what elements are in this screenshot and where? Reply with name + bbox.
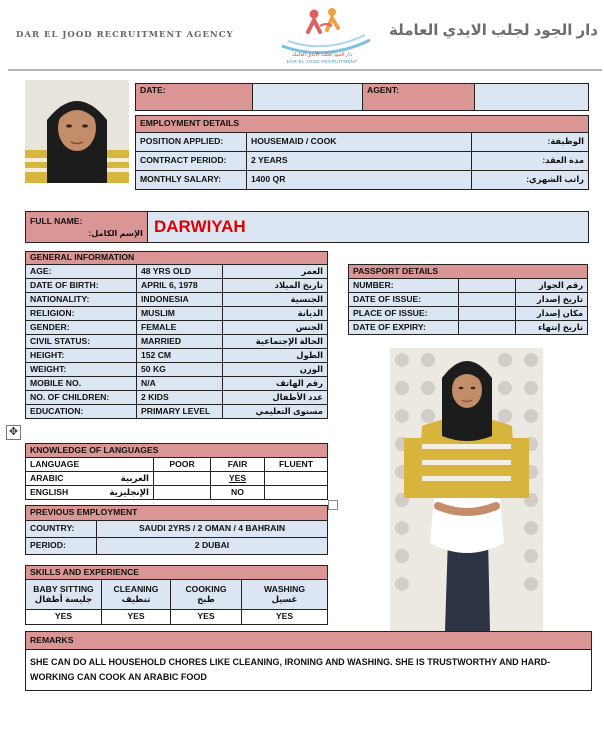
country-label: COUNTRY:	[26, 521, 97, 538]
expiry-date-value	[459, 321, 516, 335]
gender-label-ar: الجنس	[223, 321, 328, 335]
arabic-fluent	[265, 472, 328, 486]
skill-baby-sitting-en: BABY SITTING	[33, 584, 94, 595]
resize-handle-icon[interactable]	[328, 500, 338, 510]
height-value: 152 CM	[137, 349, 223, 363]
education-label: EDUCATION:	[26, 405, 137, 419]
dob-label: DATE OF BIRTH:	[26, 279, 137, 293]
country-value: SAUDI 2YRS / 2 OMAN / 4 BAHRAIN	[97, 521, 328, 538]
period-value: 2 DUBAI	[97, 538, 328, 555]
full-name-table	[25, 211, 589, 243]
date-value	[253, 84, 363, 111]
poor-col-header: POOR	[154, 458, 211, 472]
skills-title: SKILLS AND EXPERIENCE	[26, 566, 328, 580]
english-fair: NO	[211, 486, 265, 500]
nationality-value: INDONESIA	[137, 293, 223, 307]
remarks-table	[25, 631, 592, 691]
agent-value	[475, 84, 589, 111]
full-name-label-ar: الإسم الكامل:	[88, 228, 143, 238]
dob-label-ar: تاريخ الميلاد	[223, 279, 328, 293]
issue-place-value	[459, 307, 516, 321]
height-label-ar: الطول	[223, 349, 328, 363]
mobile-label: MOBILE NO.	[26, 377, 137, 391]
issue-date-value	[459, 293, 516, 307]
languages-table	[25, 443, 328, 500]
full-name-value: DARWIYAH	[148, 212, 589, 243]
contract-label: CONTRACT PERIOD:	[136, 152, 247, 171]
issue-place-label: PLACE OF ISSUE:	[349, 307, 459, 321]
passport-number-label-ar: رقم الجواز	[516, 279, 588, 293]
applicant-full-photo	[390, 348, 543, 631]
passport-table	[348, 264, 588, 335]
age-label-ar: العمر	[223, 265, 328, 279]
date-agent-table	[135, 83, 589, 111]
skill-washing	[242, 580, 328, 610]
skill-washing-en: WASHING	[263, 584, 306, 595]
issue-date-label: DATE OF ISSUE:	[349, 293, 459, 307]
english-fluent	[265, 486, 328, 500]
agent-label: AGENT:	[363, 84, 475, 111]
employment-title: EMPLOYMENT DETAILS	[136, 116, 589, 133]
skill-cooking-en: COOKING	[185, 584, 227, 595]
full-name-label-cell	[26, 212, 148, 243]
passport-number-label: NUMBER:	[349, 279, 459, 293]
logo-subtitle-en: DAR EL JOOD RECRUITMENT	[286, 59, 358, 64]
dob-value: APRIL 6, 1978	[137, 279, 223, 293]
civil-status-label: CIVIL STATUS:	[26, 335, 137, 349]
skill-baby-sitting	[26, 580, 102, 610]
skill-cleaning-value: YES	[102, 610, 171, 625]
mobile-label-ar: رقم الهاتف	[223, 377, 328, 391]
weight-value: 50 KG	[137, 363, 223, 377]
nationality-label-ar: الجنسية	[223, 293, 328, 307]
position-label: POSITION APPLIED:	[136, 133, 247, 152]
skill-cleaning-ar: تنظيف	[121, 593, 151, 604]
religion-value: MUSLIM	[137, 307, 223, 321]
religion-label-ar: الديانة	[223, 307, 328, 321]
applicant-portrait	[25, 80, 129, 183]
age-label: AGE:	[26, 265, 137, 279]
english-poor	[154, 486, 211, 500]
general-info-title: GENERAL INFORMATION	[26, 252, 328, 265]
passport-title: PASSPORT DETAILS	[349, 265, 588, 279]
height-label: HEIGHT:	[26, 349, 137, 363]
remarks-text: SHE CAN DO ALL HOUSEHOLD CHORES LIKE CLEANING, IRONING AND WASHING. SHE IS TRUSTWORTHY AND HARD-WORKING CAN COOK AN ARABIC FOOD	[26, 650, 592, 691]
language-english-ar: الإنجليزية	[109, 486, 149, 497]
move-handle-icon[interactable]: ✥	[6, 425, 21, 440]
language-english-cell	[26, 486, 154, 500]
salary-value: 1400 QR	[247, 171, 472, 190]
logo-subtitle-ar: دار الجود لجلب الأيدي العاملة	[292, 52, 352, 58]
education-label-ar: مستوى التعليمي	[223, 405, 328, 419]
skill-cooking-value: YES	[171, 610, 242, 625]
period-label: PERIOD:	[26, 538, 97, 555]
agency-name-en: DAR EL JOOD RECRUITMENT AGENCY	[16, 30, 234, 40]
children-label: NO. OF CHILDREN:	[26, 391, 137, 405]
previous-employment-title: PREVIOUS EMPLOYMENT	[26, 506, 328, 521]
age-value: 48 YRS OLD	[137, 265, 223, 279]
skill-cleaning	[102, 580, 171, 610]
general-info-table	[25, 251, 328, 419]
skill-cleaning-en: CLEANING	[113, 584, 159, 595]
skill-cooking-ar: طبخ	[197, 593, 215, 604]
mobile-value: N/A	[137, 377, 223, 391]
civil-status-label-ar: الحالة الإجتماعية	[223, 335, 328, 349]
children-label-ar: عدد الأطفال	[223, 391, 328, 405]
salary-label-ar: راتب الشهري:	[472, 171, 589, 190]
full-name-label: FULL NAME:	[30, 216, 83, 227]
skill-baby-sitting-value: YES	[26, 610, 102, 625]
weight-label: WEIGHT:	[26, 363, 137, 377]
fair-col-header: FAIR	[211, 458, 265, 472]
skills-table	[25, 565, 328, 625]
header-divider	[8, 69, 602, 71]
children-value: 2 KIDS	[137, 391, 223, 405]
gender-label: GENDER:	[26, 321, 137, 335]
position-label-ar: الوظيفة:	[472, 133, 589, 152]
languages-title: KNOWLEDGE OF LANGUAGES	[26, 444, 328, 458]
skill-washing-ar: غسيل	[271, 593, 298, 604]
passport-number-value	[459, 279, 516, 293]
issue-date-label-ar: تاريخ إصدار	[516, 293, 588, 307]
skill-cooking	[171, 580, 242, 610]
religion-label: RELIGION:	[26, 307, 137, 321]
gender-value: FEMALE	[137, 321, 223, 335]
language-arabic-ar: العربية	[120, 472, 149, 483]
skill-baby-sitting-ar: جليسة أطفال	[34, 593, 93, 604]
civil-status-value: MARRIED	[137, 335, 223, 349]
agency-name-ar: دار الجود لجلب الايدي العاملة	[388, 22, 598, 39]
education-value: PRIMARY LEVEL	[137, 405, 223, 419]
arabic-poor	[154, 472, 211, 486]
nationality-label: NATIONALITY:	[26, 293, 137, 307]
skill-washing-value: YES	[242, 610, 328, 625]
previous-employment-table	[25, 505, 328, 555]
expiry-date-label-ar: تاريخ إنتهاء	[516, 321, 588, 335]
date-label: DATE:	[136, 84, 253, 111]
remarks-title: REMARKS	[26, 632, 592, 650]
language-arabic-en: ARABIC	[30, 472, 64, 483]
fluent-col-header: FLUENT	[265, 458, 328, 472]
issue-place-label-ar: مكان إصدار	[516, 307, 588, 321]
arabic-fair: YES	[211, 472, 265, 486]
position-value: HOUSEMAID / COOK	[247, 133, 472, 152]
weight-label-ar: الوزن	[223, 363, 328, 377]
contract-value: 2 YEARS	[247, 152, 472, 171]
contract-label-ar: مدة العقد:	[472, 152, 589, 171]
expiry-date-label: DATE OF EXPIRY:	[349, 321, 459, 335]
employment-table	[135, 115, 589, 190]
salary-label: MONTHLY SALARY:	[136, 171, 247, 190]
language-english-en: ENGLISH	[30, 486, 69, 497]
language-arabic-cell	[26, 472, 154, 486]
language-col-header: LANGUAGE	[26, 458, 154, 472]
